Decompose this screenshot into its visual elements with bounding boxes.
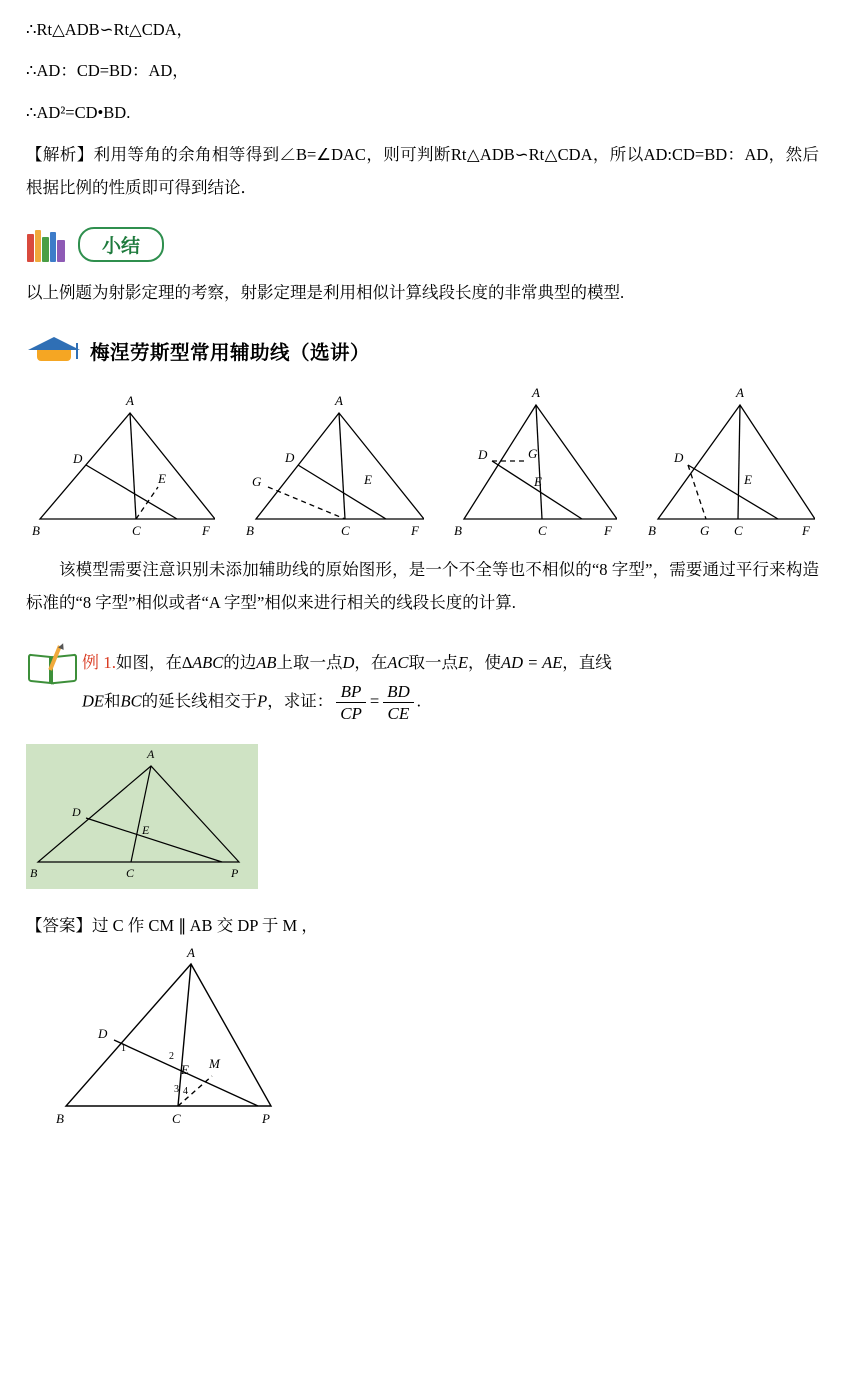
ex-t2: 的边: [223, 653, 257, 673]
ex-sym-de: DE: [82, 691, 104, 711]
fig2-label-G: G: [251, 474, 262, 490]
fig4-label-E: E: [743, 472, 752, 488]
fig3-label-E: E: [534, 474, 543, 490]
fig-answer-1: [26, 946, 316, 1141]
example-1-label: 例 1.: [82, 653, 116, 673]
summary-paragraph: 以上例题为射影定理的考察，射影定理是利用相似计算线段长度的非常典型的模型.: [26, 283, 625, 303]
ex-t7: ，直线: [562, 653, 612, 673]
figans-label-M: M: [209, 1056, 220, 1072]
fig4-label-C: C: [733, 523, 743, 539]
fig-example-1: [26, 744, 258, 889]
fig1-label-C: C: [132, 523, 141, 539]
ex-t9: 的延长线相交于: [141, 691, 258, 711]
fig1-label-A: A: [126, 393, 134, 409]
ex-sym-triangle: ∆ABC: [182, 653, 224, 673]
fig4-label-G: G: [699, 523, 710, 539]
figans-label-B: B: [56, 1111, 64, 1127]
fig2-label-C: C: [340, 523, 350, 539]
fig3-label-C: C: [538, 523, 547, 539]
fig4-label-F: F: [801, 523, 810, 539]
answer-line: 【答案】过 C 作 CM ∥ AB 交 DP 于 M ，: [26, 916, 318, 936]
analysis-paragraph: 【解析】利用等角的余角相等得到∠B=∠DAC，则可判断Rt△ADB∽Rt△CDA，所以AD:CD=BD：AD，然后根据比例的性质即可得到结论．: [26, 145, 819, 198]
fraction-bd-ce: [383, 681, 414, 725]
fig4-label-A: A: [735, 385, 744, 401]
ex-sym-e: E: [457, 653, 469, 673]
example-figure-block: [26, 734, 819, 900]
ex-sym-ac: AC: [387, 653, 409, 673]
fraction-bp-cp-num: BP: [336, 681, 366, 703]
figans-label-A: A: [187, 946, 195, 961]
ex-sym-adae: AD = AE: [501, 653, 563, 673]
figans-label-P: P: [262, 1111, 270, 1127]
ex-t8: 和: [104, 691, 121, 711]
fig-menelaus-1: [30, 383, 215, 543]
fig-menelaus-3: [454, 383, 617, 543]
fig2-label-D: D: [284, 450, 295, 466]
figex-label-C: C: [126, 866, 135, 881]
ex-sym-p: P: [257, 691, 268, 711]
equals-sign: =: [368, 691, 381, 711]
fig2-label-E: E: [363, 472, 372, 488]
fig1-label-F: F: [202, 523, 210, 539]
ex-sym-ab: AB: [256, 653, 277, 673]
ex-t4: ，在: [354, 653, 388, 673]
figex-label-E: E: [142, 823, 150, 838]
answer-figure-block: [26, 946, 819, 1146]
proof-line-3: ∴AD²=CD•BD.: [26, 102, 131, 122]
fig2-label-A: A: [334, 393, 343, 409]
fig4-label-B: B: [647, 523, 656, 539]
fig1-label-D: D: [73, 451, 83, 467]
fig3-label-A: A: [532, 385, 541, 401]
figex-label-D: D: [72, 805, 81, 820]
fig2-label-F: F: [410, 523, 419, 539]
figans-label-E: E: [181, 1062, 189, 1078]
summary-badge-label: 小结: [78, 227, 164, 262]
section-heading: 梅涅劳斯型常用辅助线（选讲）: [90, 342, 371, 365]
menelaus-figure-row: [26, 383, 819, 543]
proof-line-1: ∴Rt△ADB∽Rt△CDA，: [26, 20, 194, 39]
fig2-label-B: B: [245, 523, 254, 539]
fig-menelaus-2: [246, 383, 424, 543]
summary-badge-row: [26, 226, 819, 262]
ex-sym-d: D: [342, 653, 355, 673]
graduation-cap-icon: [26, 331, 82, 365]
figans-label-2: 2: [169, 1051, 174, 1063]
figans-label-D: D: [98, 1026, 108, 1042]
open-book-icon: [26, 645, 78, 687]
fig1-label-B: B: [32, 523, 40, 539]
fig3-label-G: G: [528, 446, 538, 462]
section-heading-row: [26, 331, 819, 365]
fraction-bp-cp: [336, 681, 366, 725]
ex-t10: ，求证：: [267, 691, 334, 711]
model-note-paragraph: 该模型需要注意识别未添加辅助线的原始图形，是一个不全等也不相似的“8 字型”，需要通过平行来构造标准的“8 字型”相似或者“A 字型”相似来进行相关的线段长度的计算.: [26, 560, 819, 613]
fraction-bp-cp-den: CP: [340, 703, 362, 723]
fraction-bd-ce-den: CE: [387, 703, 410, 723]
fig1-label-E: E: [158, 471, 166, 487]
ex-t5: 取一点: [408, 653, 458, 673]
period-mark: .: [416, 691, 421, 711]
figex-label-A: A: [147, 747, 155, 762]
ex-t3: 上取一点: [276, 653, 343, 673]
fig-menelaus-4: [648, 383, 815, 543]
figans-label-4: 4: [183, 1086, 188, 1098]
fig3-label-B: B: [454, 523, 463, 539]
example-1-row: [26, 645, 819, 724]
proof-line-2: ∴AD：CD=BD：AD，: [26, 61, 189, 81]
fraction-bd-ce-num: BD: [383, 681, 414, 703]
ex-t1: 如图，在: [116, 653, 182, 673]
figex-label-P: P: [231, 866, 239, 881]
figans-label-1: 1: [121, 1043, 126, 1055]
figex-label-B: B: [30, 866, 38, 881]
fig4-label-D: D: [673, 450, 684, 466]
fig3-label-D: D: [478, 447, 488, 463]
ex-sym-bc: BC: [120, 691, 142, 711]
ex-t6: ，使: [468, 653, 502, 673]
books-icon: [26, 226, 72, 262]
figans-label-C: C: [172, 1111, 181, 1127]
figans-label-3: 3: [174, 1084, 179, 1096]
fig3-label-F: F: [604, 523, 613, 539]
example-1-text: [82, 645, 819, 724]
